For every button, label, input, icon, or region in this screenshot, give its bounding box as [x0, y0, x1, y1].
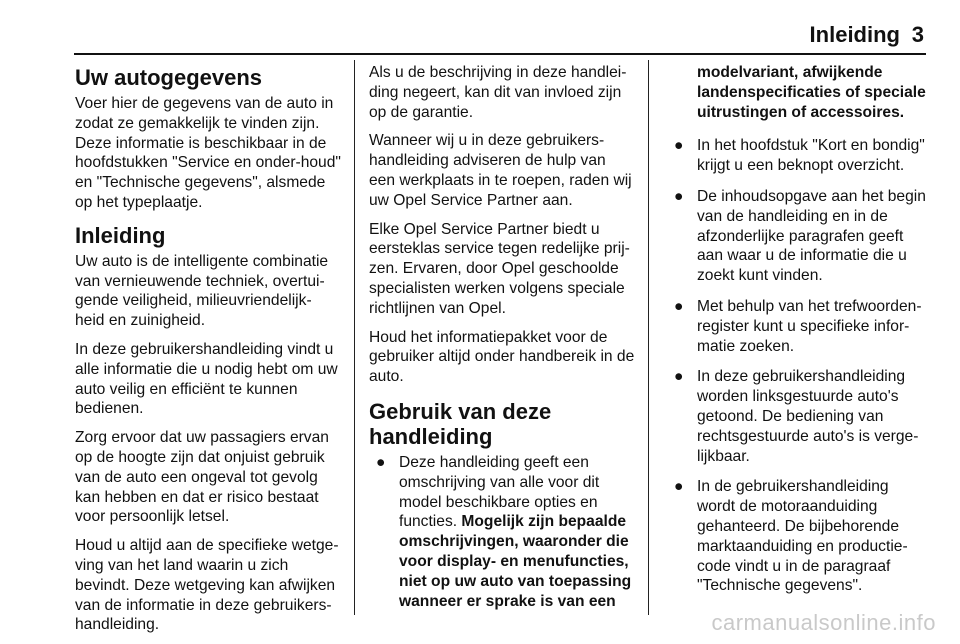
paragraph: In deze gebruikershandleiding vindt u alle informatie die u nodig hebt om uw auto veilig en efficiënt te kunnen bedienen.: [75, 340, 338, 418]
running-title: Inleiding: [809, 22, 900, 47]
page-header: [0, 0, 960, 50]
list-item: [667, 477, 929, 596]
list-item: [667, 187, 929, 286]
list-item-continuation: [667, 63, 929, 122]
paragraph: Houd u altijd aan de specifieke wetge-ving van het land waarin u zich bevindt. Deze wetgeving kan afwijken van de informatie in deze gebruikers-handleiding.: [75, 537, 339, 634]
bullet-icon: ●: [674, 187, 684, 205]
bullet-icon: ●: [674, 137, 684, 155]
list-item-text: In deze gebruikershandleiding worden linksgestuurde auto's getoond. De bediening van rechtsgestuurde auto's is verge-lijkbaar.: [697, 368, 919, 465]
bullet-icon: ●: [376, 453, 386, 471]
column-divider: [354, 60, 355, 615]
section-heading: Uw autogegevens: [75, 65, 263, 90]
paragraph: Houd het informatiepakket voor de gebruiker altijd onder handbereik in de auto.: [369, 328, 635, 386]
bullet-icon: ●: [674, 368, 684, 386]
list-item: [667, 367, 929, 466]
paragraph: Elke Opel Service Partner biedt u eersteklas service tegen redelijke prij-zen. Ervaren, door Opel geschoolde specialisten werken volgens speciale richtlijnen van Opel.: [369, 220, 630, 317]
list-item: [369, 453, 635, 611]
column-3: [667, 63, 929, 607]
list-item-text: De inhoudsopgave aan het begin van de handleiding en in de afzonderlijke paragrafen geeft aan waar u de informatie die u zoekt kunt vinden.: [697, 187, 926, 285]
list-item: [667, 136, 929, 176]
paragraph: Voer hier de gegevens van de auto in zodat ze gemakkelijk te vinden zijn. Deze informatie is beschikbaar in de hoofdstukken "Service en onder-houd" en "Technische gegevens", alsmede op het typeplaatje.: [75, 95, 341, 211]
column-divider: [648, 60, 649, 615]
list-item-bold-text: Mogelijk zijn bepaalde omschrijvingen, waaronder die voor display- en menufuncties, niet op uw auto van toepassing wanneer er sprake is van een: [399, 513, 632, 610]
list-item-bold-text: modelvariant, afwijkende landenspecificaties of speciale uitrustingen of accessoires.: [697, 64, 926, 121]
paragraph: Uw auto is de intelligente combinatie van vernieuwende techniek, overtui-gende veiligheid, milieuvriendelijk-heid en zuinigheid.: [75, 252, 329, 330]
list-item-text: Met behulp van het trefwoorden-register kunt u specifieke infor-matie zoeken.: [697, 297, 922, 355]
bullet-icon: ●: [674, 297, 684, 315]
paragraph: Als u de beschrijving in deze handlei-ding negeert, kan dit van invloed zijn op de garantie.: [369, 64, 627, 121]
list-item-text: Deze handleiding geeft een omschrijving van alle voor dit model beschikbare opties en functies.: [399, 453, 600, 531]
bullet-icon: ●: [674, 478, 684, 496]
list-item-text: In de gebruikershandleiding wordt de motoraanduiding gehanteerd. De bijbehorende marktaanduiding en productie-code vindt u in de paragraaf "Technische gegevens".: [697, 478, 908, 595]
column-1: [75, 63, 341, 644]
bullet-list: [667, 63, 929, 596]
bullet-list: [369, 453, 635, 611]
section-heading: Gebruik van deze handleiding: [369, 398, 552, 449]
paragraph: Wanneer wij u in deze gebruikers-handleiding adviseren de hulp van een werkplaats in te roepen, raden wij uw Opel Service Partner aan.: [369, 132, 632, 209]
column-2: [369, 63, 635, 622]
list-item: [667, 297, 929, 356]
list-item-text: In het hoofdstuk "Kort en bondig" krijgt u een beknopt overzicht.: [697, 137, 925, 175]
paragraph: Zorg ervoor dat uw passagiers ervan op de hoogte zijn dat onjuist gebruik van de auto een ongeval tot gevolg kan hebben en dat er risico bestaat voor persoonlijk letsel.: [75, 429, 329, 526]
page-number: 3: [911, 22, 924, 47]
header-rule: [74, 53, 926, 55]
watermark: carmanualsonline.info: [711, 610, 936, 635]
section-heading: Inleiding: [75, 222, 166, 248]
